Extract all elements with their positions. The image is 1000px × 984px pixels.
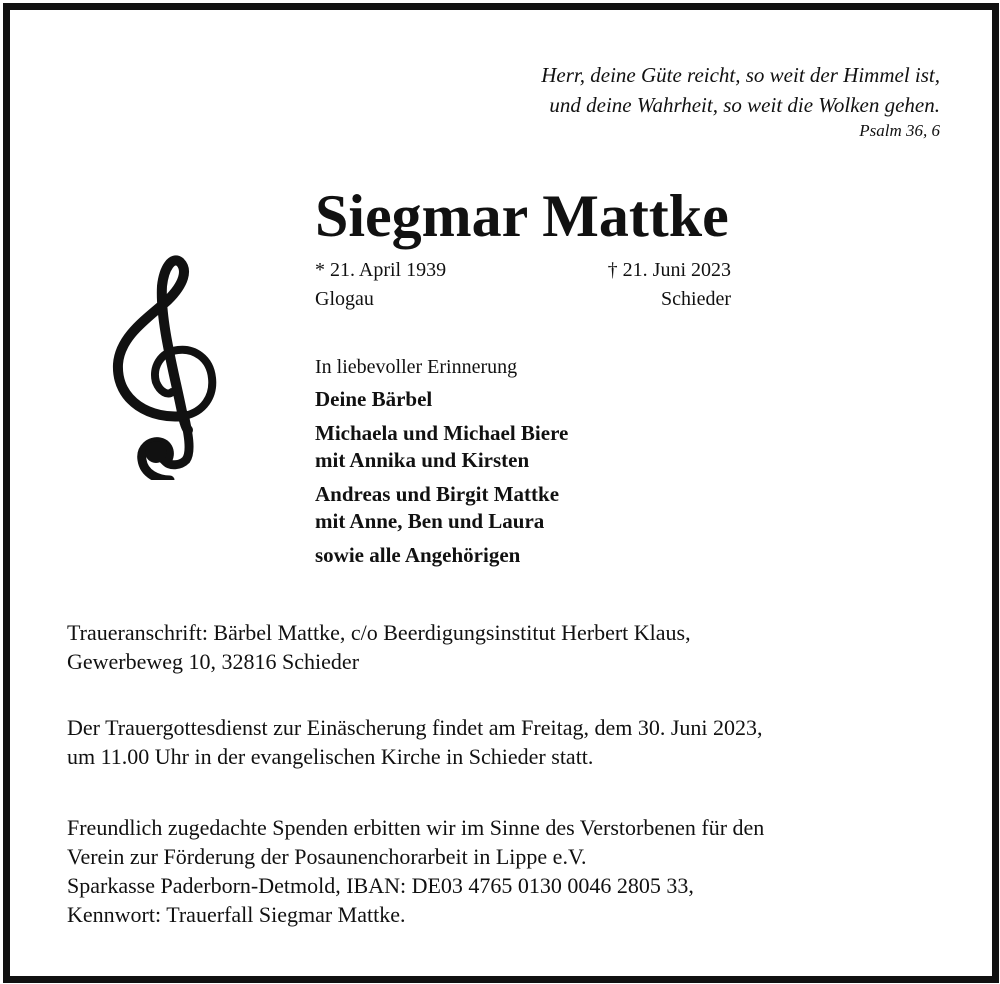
address-line-2: Gewerbeweg 10, 32816 Schieder <box>67 649 360 674</box>
deceased-name: Siegmar Mattke <box>315 183 729 249</box>
donation-line-2: Verein zur Förderung der Posaunenchorarbeit in Lippe e.V. <box>67 844 587 869</box>
life-dates <box>315 256 731 314</box>
mourner-line: mit Annika und Kirsten <box>315 448 530 472</box>
mourner-line: Michaela und Michael Biere <box>315 421 569 445</box>
psalm-quote <box>340 60 940 142</box>
donation-info <box>67 813 947 929</box>
birth-place: Glogau <box>315 288 374 310</box>
treble-clef-icon <box>108 252 220 480</box>
death-date: † 21. Juni 2023 <box>607 259 731 281</box>
mourner-group <box>315 542 568 569</box>
service-line-1: Der Trauergottesdienst zur Einäscherung findet am Freitag, dem 30. Juni 2023, <box>67 715 763 740</box>
service-line-2: um 11.00 Uhr in der evangelischen Kirche in Schieder statt. <box>67 744 594 769</box>
donation-line-3: Sparkasse Paderborn-Detmold, IBAN: DE03 4765 0130 0046 2805 33, <box>67 873 694 898</box>
donation-line-4: Kennwort: Trauerfall Siegmar Mattke. <box>67 902 406 927</box>
memory-intro: In liebevoller Erinnerung <box>315 356 518 378</box>
psalm-line-1: Herr, deine Güte reicht, so weit der Himmel ist, <box>541 63 940 87</box>
donation-line-1: Freundlich zugedachte Spenden erbitten wir im Sinne des Verstorbenen für den <box>67 815 765 840</box>
mourning-address <box>67 618 947 676</box>
death-place: Schieder <box>661 288 731 310</box>
birth-date: * 21. April 1939 <box>315 259 447 281</box>
psalm-reference: Psalm 36, 6 <box>859 121 940 140</box>
mourner-line: Deine Bärbel <box>315 387 433 411</box>
service-info <box>67 713 947 771</box>
mourner-group <box>315 386 568 413</box>
mourner-group <box>315 481 568 535</box>
mourner-line: Andreas und Birgit Mattke <box>315 482 560 506</box>
mourner-names <box>315 386 568 569</box>
mourner-line: mit Anne, Ben und Laura <box>315 509 545 533</box>
mourner-group <box>315 420 568 474</box>
mourners-block <box>315 353 568 576</box>
mourner-line: sowie alle Angehörigen <box>315 543 521 567</box>
address-line-1: Traueranschrift: Bärbel Mattke, c/o Beerdigungsinstitut Herbert Klaus, <box>67 620 691 645</box>
psalm-line-2: und deine Wahrheit, so weit die Wolken gehen. <box>549 93 940 117</box>
